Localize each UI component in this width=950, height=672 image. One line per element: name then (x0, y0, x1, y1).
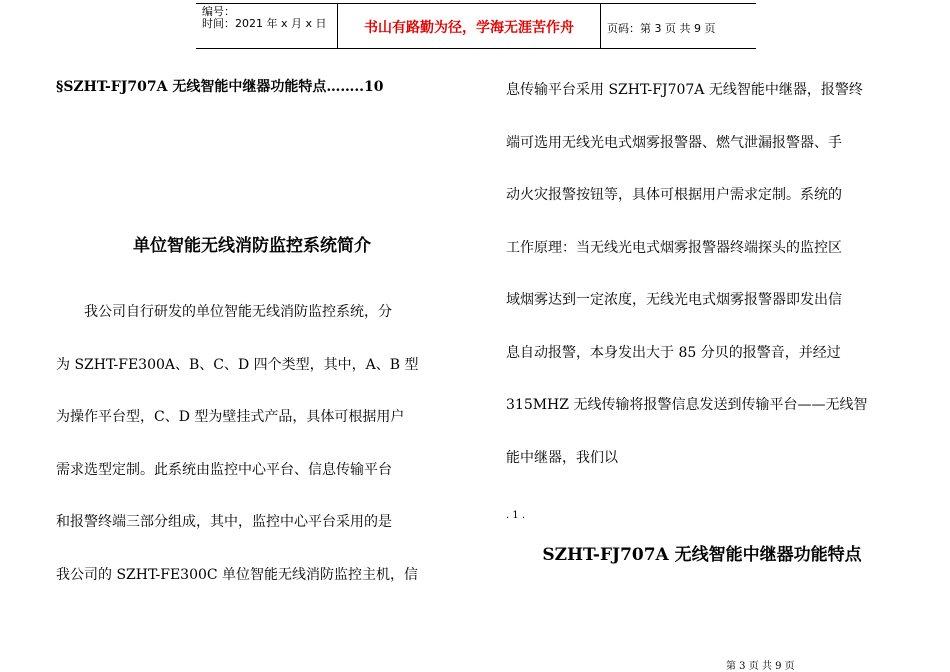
header-motto-cell (337, 4, 600, 48)
text-line: 域烟雾达到一定浓度，无线光电式烟雾报警器即发出信 (506, 292, 842, 308)
text-line: 我公司自行研发的单位智能无线消防监控系统，分 (56, 304, 392, 320)
serial-label: 编号： (202, 5, 235, 18)
page-footnote: . 1 . (506, 510, 526, 521)
feature-section-title: SZHT-FJ707A 无线智能中继器功能特点 (542, 545, 862, 565)
left-paragraph (56, 302, 419, 617)
page-footer: 第 3 页 共 9 页 (726, 661, 795, 672)
text-line: 和报警终端三部分组成，其中，监控中心平台采用的是 (56, 514, 392, 530)
text-line: 需求选型定制。此系统由监控中心平台、信息传输平台 (56, 461, 392, 478)
header-page-cell (600, 4, 757, 48)
text-line: 动火灾报警按钮等，具体可根据用户需求定制。系统的 (506, 187, 842, 203)
time-label: 时间：2021 年 x 月 x 日 (202, 17, 327, 30)
text-line: 端可选用无线光电式烟雾报警器、燃气泄漏报警器、手 (506, 134, 842, 151)
right-paragraph (506, 80, 867, 500)
text-line: 为操作平台型，C、D 型为壁挂式产品，具体可根据用户 (56, 409, 405, 425)
section-title: 单位智能无线消防监控系统简介 (133, 236, 371, 256)
page-info: 页码：第 3 页 共 9 页 (607, 22, 716, 35)
text-line: 工作原理：当无线光电式烟雾报警器终端探头的监控区 (506, 239, 842, 256)
text-line: 为 SZHT-FE300A、B、C、D 四个类型，其中，A、B 型 (56, 356, 419, 373)
text-line: 能中继器，我们以 (506, 449, 618, 466)
text-line: 息传输平台采用 SZHT-FJ707A 无线智能中继器，报警终 (506, 82, 863, 98)
header-table (196, 3, 756, 49)
text-line: 息自动报警，本身发出大于 85 分贝的报警音，并经过 (506, 344, 841, 361)
text-line: 我公司的 SZHT-FE300C 单位智能无线消防监控主机，信 (56, 566, 419, 583)
header-info-cell (196, 4, 337, 48)
text-line: 315MHZ 无线传输将报警信息发送到传输平台——无线智 (506, 397, 868, 413)
toc-line: §SZHT-FJ707A 无线智能中继器功能特点……..10 (56, 79, 384, 95)
motto-text: 书山有路勤为径，学海无涯苦作舟 (364, 20, 574, 36)
